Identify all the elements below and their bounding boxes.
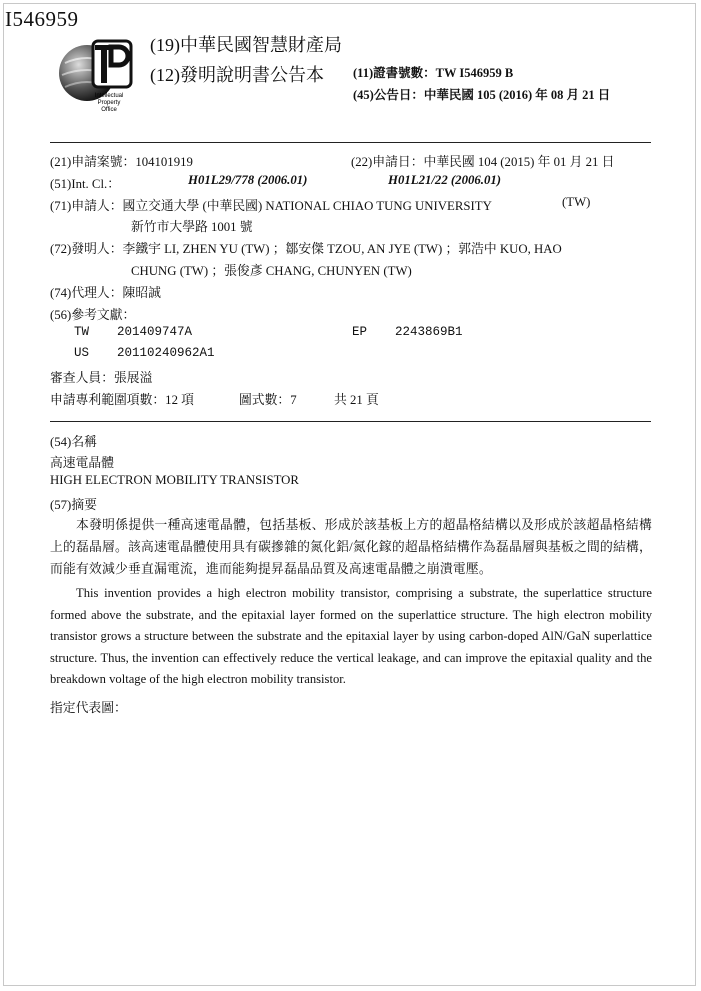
logo-text-line: Office [101, 107, 117, 113]
agent-value: 陳昭誠 [122, 286, 161, 300]
agent-label: (74)代理人： [50, 286, 123, 300]
abstract-en: This invention provides a high electron mobility transistor, comprising a substrate, the superlattice structure formed above the substrate, and the epitaxial layer formed on the superlattice structure. The high electron mobility transistor grows a structure between the substrate and the epitaxial layer by using carbon-doped AlN/GaN superlattice structure. Thus, the invention can effectively reduce the vertical leakage, and can improve the epitaxial quality and the breakdown voltage of the high electron mobility transistor. [50, 586, 652, 686]
filing-date-label: (22)申請日： [351, 155, 424, 169]
reference-country: EP [352, 325, 368, 339]
figures-label: 圖式數： [239, 393, 291, 407]
certificate-label: (11)證書號數： [353, 66, 436, 80]
title-en: HIGH ELECTRON MOBILITY TRANSISTOR [50, 473, 299, 487]
certificate-number [353, 63, 513, 81]
figures-count [239, 389, 297, 408]
logo-text-line: Property [97, 100, 121, 106]
name-label: (54)名稱 [50, 435, 97, 449]
filing-date-value: 中華民國 104 (2015) 年 01 月 21 日 [423, 155, 615, 169]
document-number: I546959 [5, 7, 79, 31]
inventor-line: CHUNG (TW) ；張俊彥 CHANG, CHUNYEN (TW) [131, 264, 412, 278]
int-cl-label: (51)Int. Cl.： [50, 177, 121, 191]
figures-value: 7 [290, 393, 297, 407]
reference-number: 2243869B1 [395, 325, 463, 339]
reference-number: 201409747A [117, 325, 193, 339]
publication-date [353, 85, 610, 103]
claims-value: 12 項 [165, 393, 194, 407]
pages-count: 共 21 頁 [334, 393, 379, 407]
publication-label: (45)公告日： [353, 88, 424, 102]
applicant-label: (71)申請人： [50, 199, 123, 213]
examiner-label: 審查人員： [50, 371, 114, 385]
applicant [50, 195, 492, 214]
applicant-name: 國立交通大學 (中華民國) NATIONAL CHIAO TUNG UNIVERSITY [122, 199, 492, 213]
abstract-zh: 本發明係提供一種高速電晶體，包括基板、形成於該基板上方的超晶格結構以及形成於該超晶格結構上的磊晶層。該高速電晶體使用具有碳摻雜的氮化鋁/氮化鎵的超晶格結構作為磊晶層與基板之間的結構，而能有效減少垂直漏電流，進而能夠提昇磊晶品質及高速電晶體之崩潰電壓。 [50, 518, 652, 576]
claims-label: 申請專利範圍項數： [50, 393, 166, 407]
publication-value: 中華民國 105 (2016) 年 08 月 21 日 [423, 88, 611, 102]
inventors [50, 238, 562, 257]
int-cl-1: H01L29/778 (2006.01) [188, 173, 308, 187]
logo-text-line: Intellectual [94, 93, 124, 99]
title-zh: 高速電晶體 [50, 456, 114, 470]
tipo-logo-icon [57, 33, 137, 123]
divider [50, 142, 651, 143]
applicant-country: (TW) [562, 195, 591, 209]
inventor-line: 李鐵宇 LI, ZHEN YU (TW) ；鄒安傑 TZOU, AN JYE (TW) ；郭浩中 KUO, HAO [122, 242, 562, 256]
office-line: (19)中華民國智慧財產局 [150, 35, 342, 55]
examiner-value: 張展溢 [113, 371, 153, 385]
applicant-address: 新竹市大學路 1001 號 [131, 220, 253, 234]
references-label: (56)參考文獻： [50, 308, 136, 322]
divider [50, 421, 651, 422]
doc-type-line: (12)發明說明書公告本 [150, 65, 324, 85]
representative-figure-label: 指定代表圖： [50, 701, 127, 715]
inventor-label: (72)發明人： [50, 242, 123, 256]
app-no-label: (21)申請案號： [50, 155, 136, 169]
reference-country: US [74, 346, 90, 360]
reference-country: TW [74, 325, 90, 339]
examiner [50, 367, 152, 386]
agent [50, 282, 161, 301]
claims-count [50, 389, 194, 408]
application-number [50, 151, 193, 170]
certificate-value: TW I546959 B [435, 66, 514, 80]
reference-number: 20110240962A1 [117, 346, 215, 360]
app-no-value: 104101919 [135, 155, 193, 169]
abstract-label: (57)摘要 [50, 498, 97, 512]
int-cl-2: H01L21/22 (2006.01) [388, 173, 502, 187]
filing-date [351, 151, 614, 170]
